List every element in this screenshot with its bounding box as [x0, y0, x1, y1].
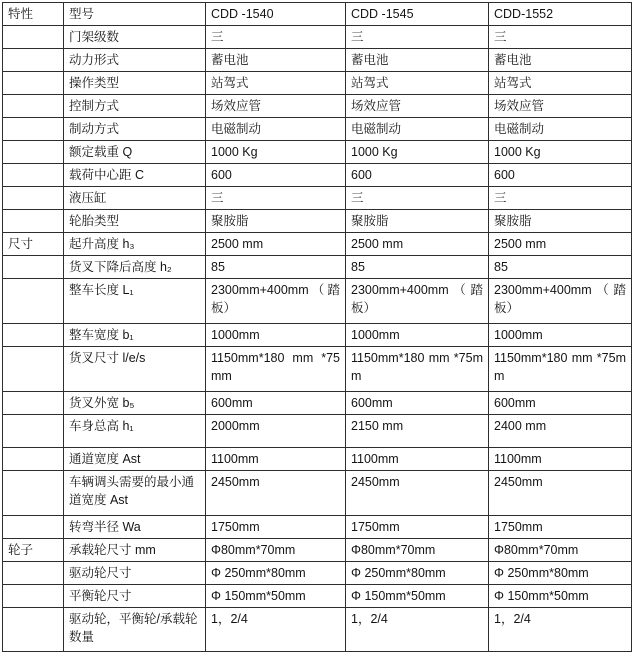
spec-value-cell: 1000mm — [346, 324, 489, 347]
spec-value-cell: 1000mm — [206, 324, 346, 347]
spec-name-cell: 制动方式 — [64, 118, 206, 141]
spec-value-cell: 三 — [206, 26, 346, 49]
spec-value-cell: 2450mm — [489, 471, 632, 516]
spec-value-cell: 三 — [489, 26, 632, 49]
table-row — [3, 324, 632, 347]
spec-name-cell: 通道宽度 Ast — [64, 448, 206, 471]
table-row — [3, 392, 632, 415]
spec-value-cell: 三 — [206, 187, 346, 210]
table-row — [3, 26, 632, 49]
spec-value-cell: 1000 Kg — [346, 141, 489, 164]
spec-value-cell: 600mm — [489, 392, 632, 415]
spec-value-cell: 85 — [489, 256, 632, 279]
category-cell — [3, 95, 64, 118]
spec-value-cell: Φ80mm*70mm — [346, 539, 489, 562]
spec-name-cell: 门架级数 — [64, 26, 206, 49]
spec-value-cell: 场效应管 — [206, 95, 346, 118]
spec-value-cell: Φ 250mm*80mm — [346, 562, 489, 585]
spec-value-cell: Φ 150mm*50mm — [206, 585, 346, 608]
spec-table — [2, 2, 632, 652]
category-cell — [3, 392, 64, 415]
category-cell — [3, 585, 64, 608]
spec-value-cell: Φ 150mm*50mm — [346, 585, 489, 608]
spec-value-cell: 1000 Kg — [489, 141, 632, 164]
spec-value-cell: 1150mm*180 mm *75mm — [346, 347, 489, 392]
table-row — [3, 95, 632, 118]
spec-name-cell: 货叉下降后高度 h₂ — [64, 256, 206, 279]
category-cell: 特性 — [3, 3, 64, 26]
spec-value-cell: 85 — [206, 256, 346, 279]
table-row — [3, 233, 632, 256]
spec-name-cell: 货叉外宽 b₅ — [64, 392, 206, 415]
spec-value-cell: 1750mm — [346, 516, 489, 539]
table-row — [3, 164, 632, 187]
table-row — [3, 256, 632, 279]
spec-name-cell: 平衡轮尺寸 — [64, 585, 206, 608]
spec-value-cell: 场效应管 — [489, 95, 632, 118]
spec-name-cell: 控制方式 — [64, 95, 206, 118]
spec-value-cell: 600 — [489, 164, 632, 187]
spec-value-cell: 电磁制动 — [346, 118, 489, 141]
category-cell — [3, 141, 64, 164]
spec-value-cell: 三 — [346, 26, 489, 49]
spec-value-cell: 1，2/4 — [346, 608, 489, 652]
spec-value-cell: 站驾式 — [489, 72, 632, 95]
table-row — [3, 562, 632, 585]
spec-name-cell: 额定载重 Q — [64, 141, 206, 164]
spec-value-cell: 场效应管 — [346, 95, 489, 118]
spec-value-cell: 蓄电池 — [346, 49, 489, 72]
spec-value-cell: 2450mm — [346, 471, 489, 516]
table-row — [3, 3, 632, 26]
spec-name-cell: 货叉尺寸 l/e/s — [64, 347, 206, 392]
spec-value-cell: 聚胺脂 — [489, 210, 632, 233]
spec-value-cell: Φ 150mm*50mm — [489, 585, 632, 608]
spec-value-cell: Φ80mm*70mm — [489, 539, 632, 562]
table-row — [3, 72, 632, 95]
spec-value-cell: 2500 mm — [489, 233, 632, 256]
category-cell — [3, 448, 64, 471]
spec-value-cell: 2300mm+400mm（踏板） — [489, 279, 632, 324]
category-cell — [3, 26, 64, 49]
spec-value-cell: 1100mm — [206, 448, 346, 471]
spec-value-cell: 2300mm+400mm（踏板） — [206, 279, 346, 324]
category-cell — [3, 324, 64, 347]
table-row — [3, 49, 632, 72]
table-row — [3, 141, 632, 164]
spec-value-cell: 600mm — [346, 392, 489, 415]
spec-value-cell: 600 — [206, 164, 346, 187]
table-row — [3, 516, 632, 539]
table-row — [3, 187, 632, 210]
spec-name-cell: 动力形式 — [64, 49, 206, 72]
spec-name-cell: 承载轮尺寸 mm — [64, 539, 206, 562]
category-cell — [3, 347, 64, 392]
spec-value-cell: 1150mm*180 mm *75mm — [206, 347, 346, 392]
table-row — [3, 608, 632, 652]
spec-value-cell: Φ 250mm*80mm — [206, 562, 346, 585]
spec-value-cell: 1000mm — [489, 324, 632, 347]
category-cell — [3, 118, 64, 141]
table-row — [3, 118, 632, 141]
spec-value-cell: 2300mm+400mm（踏板） — [346, 279, 489, 324]
spec-value-cell: CDD -1540 — [206, 3, 346, 26]
category-cell — [3, 72, 64, 95]
spec-value-cell: 2500 mm — [346, 233, 489, 256]
spec-value-cell: 站驾式 — [346, 72, 489, 95]
table-row — [3, 210, 632, 233]
category-cell — [3, 415, 64, 448]
category-cell — [3, 516, 64, 539]
spec-name-cell: 操作类型 — [64, 72, 206, 95]
spec-value-cell: 1，2/4 — [489, 608, 632, 652]
spec-value-cell: 600mm — [206, 392, 346, 415]
spec-name-cell: 起升高度 h₃ — [64, 233, 206, 256]
category-cell — [3, 608, 64, 652]
table-row — [3, 279, 632, 324]
spec-value-cell: Φ80mm*70mm — [206, 539, 346, 562]
category-cell — [3, 49, 64, 72]
spec-value-cell: 电磁制动 — [206, 118, 346, 141]
spec-name-cell: 整车宽度 b₁ — [64, 324, 206, 347]
spec-value-cell: 蓄电池 — [489, 49, 632, 72]
spec-value-cell: CDD-1552 — [489, 3, 632, 26]
spec-value-cell: 聚胺脂 — [346, 210, 489, 233]
spec-table-body — [3, 3, 632, 652]
spec-value-cell: 站驾式 — [206, 72, 346, 95]
spec-value-cell: 聚胺脂 — [206, 210, 346, 233]
table-row — [3, 448, 632, 471]
spec-value-cell: 2000mm — [206, 415, 346, 448]
spec-value-cell: Φ 250mm*80mm — [489, 562, 632, 585]
category-cell — [3, 187, 64, 210]
category-cell: 轮子 — [3, 539, 64, 562]
spec-value-cell: 电磁制动 — [489, 118, 632, 141]
spec-value-cell: 2500 mm — [206, 233, 346, 256]
table-row — [3, 585, 632, 608]
category-cell — [3, 164, 64, 187]
spec-name-cell: 车辆调头需要的最小通道宽度 Ast — [64, 471, 206, 516]
table-row — [3, 471, 632, 516]
spec-name-cell: 整车长度 L₁ — [64, 279, 206, 324]
table-row — [3, 415, 632, 448]
table-row — [3, 347, 632, 392]
spec-value-cell: 85 — [346, 256, 489, 279]
category-cell — [3, 256, 64, 279]
category-cell — [3, 562, 64, 585]
spec-value-cell: 1750mm — [489, 516, 632, 539]
spec-value-cell: 1100mm — [489, 448, 632, 471]
spec-name-cell: 车身总高 h₁ — [64, 415, 206, 448]
table-row — [3, 539, 632, 562]
spec-name-cell: 驱动轮，平衡轮/承载轮数量 — [64, 608, 206, 652]
spec-name-cell: 载荷中心距 C — [64, 164, 206, 187]
spec-value-cell: 1100mm — [346, 448, 489, 471]
spec-value-cell: 三 — [346, 187, 489, 210]
spec-value-cell: 三 — [489, 187, 632, 210]
spec-value-cell: 蓄电池 — [206, 49, 346, 72]
category-cell — [3, 279, 64, 324]
spec-name-cell: 型号 — [64, 3, 206, 26]
spec-name-cell: 液压缸 — [64, 187, 206, 210]
spec-value-cell: 600 — [346, 164, 489, 187]
spec-value-cell: 1000 Kg — [206, 141, 346, 164]
spec-name-cell: 驱动轮尺寸 — [64, 562, 206, 585]
spec-value-cell: 2450mm — [206, 471, 346, 516]
spec-value-cell: 1，2/4 — [206, 608, 346, 652]
category-cell: 尺寸 — [3, 233, 64, 256]
spec-value-cell: 2150 mm — [346, 415, 489, 448]
spec-name-cell: 轮胎类型 — [64, 210, 206, 233]
spec-value-cell: CDD -1545 — [346, 3, 489, 26]
category-cell — [3, 471, 64, 516]
spec-value-cell: 1150mm*180 mm *75mm — [489, 347, 632, 392]
category-cell — [3, 210, 64, 233]
spec-value-cell: 1750mm — [206, 516, 346, 539]
spec-value-cell: 2400 mm — [489, 415, 632, 448]
spec-name-cell: 转弯半径 Wa — [64, 516, 206, 539]
